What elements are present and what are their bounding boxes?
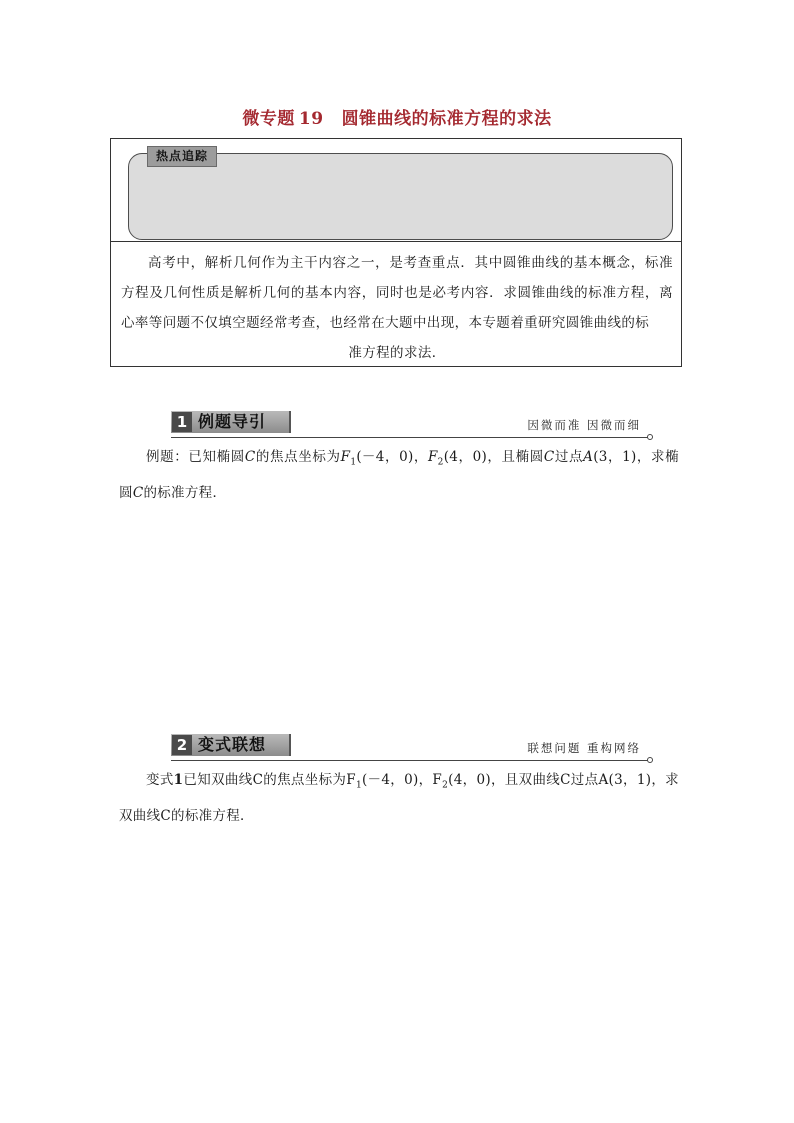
section-rule (171, 437, 649, 438)
title-main: 圆锥曲线的标准方程的求法 (341, 109, 552, 129)
section-slogan: 联想问题 重构网络 (527, 741, 641, 755)
page-title (0, 104, 794, 130)
section-label: 例题导引 (198, 412, 267, 431)
section-label: 变式联想 (198, 735, 267, 754)
section-header-variant (171, 734, 653, 768)
section-badge (171, 411, 291, 433)
hot-tracking-divider (111, 241, 681, 242)
hot-tracking-paragraph-end: 准方程的求法． (348, 345, 446, 361)
section-rule-end-dot (647, 757, 653, 763)
section-badge (171, 734, 291, 756)
hot-tracking-tag: 热点追踪 (147, 146, 217, 167)
section-rule-end-dot (647, 434, 653, 440)
section-number: 2 (172, 735, 192, 755)
hot-tracking-box (110, 138, 682, 367)
section-slogan: 因微而准 因微而细 (527, 418, 641, 432)
title-number: 19 (298, 109, 324, 129)
variant-problem (119, 765, 679, 831)
example-problem (119, 442, 679, 508)
section-number: 1 (172, 412, 192, 432)
example-text: 例题：已知椭圆C的焦点坐标为$F_1(-4$，0)，$F_2(4$，0)，且椭圆C过点A(3，1)，求椭圆C的标准方程． (119, 449, 679, 501)
title-prefix: 微专题 (242, 109, 295, 129)
hot-tracking-text (121, 248, 673, 368)
section-header-example (171, 411, 653, 445)
hot-tracking-paragraph: 高考中，解析几何作为主干内容之一，是考查重点．其中圆锥曲线的基本概念，标准方程及几何性质是解析几何的基本内容，同时也是必考内容．求圆锥曲线的标准方程，离心率等问题不仅填空题经常考查，也经常在大题中出现，本专题着重研究圆锥曲线的标 (121, 255, 673, 331)
section-rule (171, 760, 649, 761)
variant-text: 变式1已知双曲线C的焦点坐标为$F_1(-4$，0)，$F_2(4$，0)，且双曲线C过点A(3，1)，求双曲线C的标准方程． (119, 772, 679, 824)
